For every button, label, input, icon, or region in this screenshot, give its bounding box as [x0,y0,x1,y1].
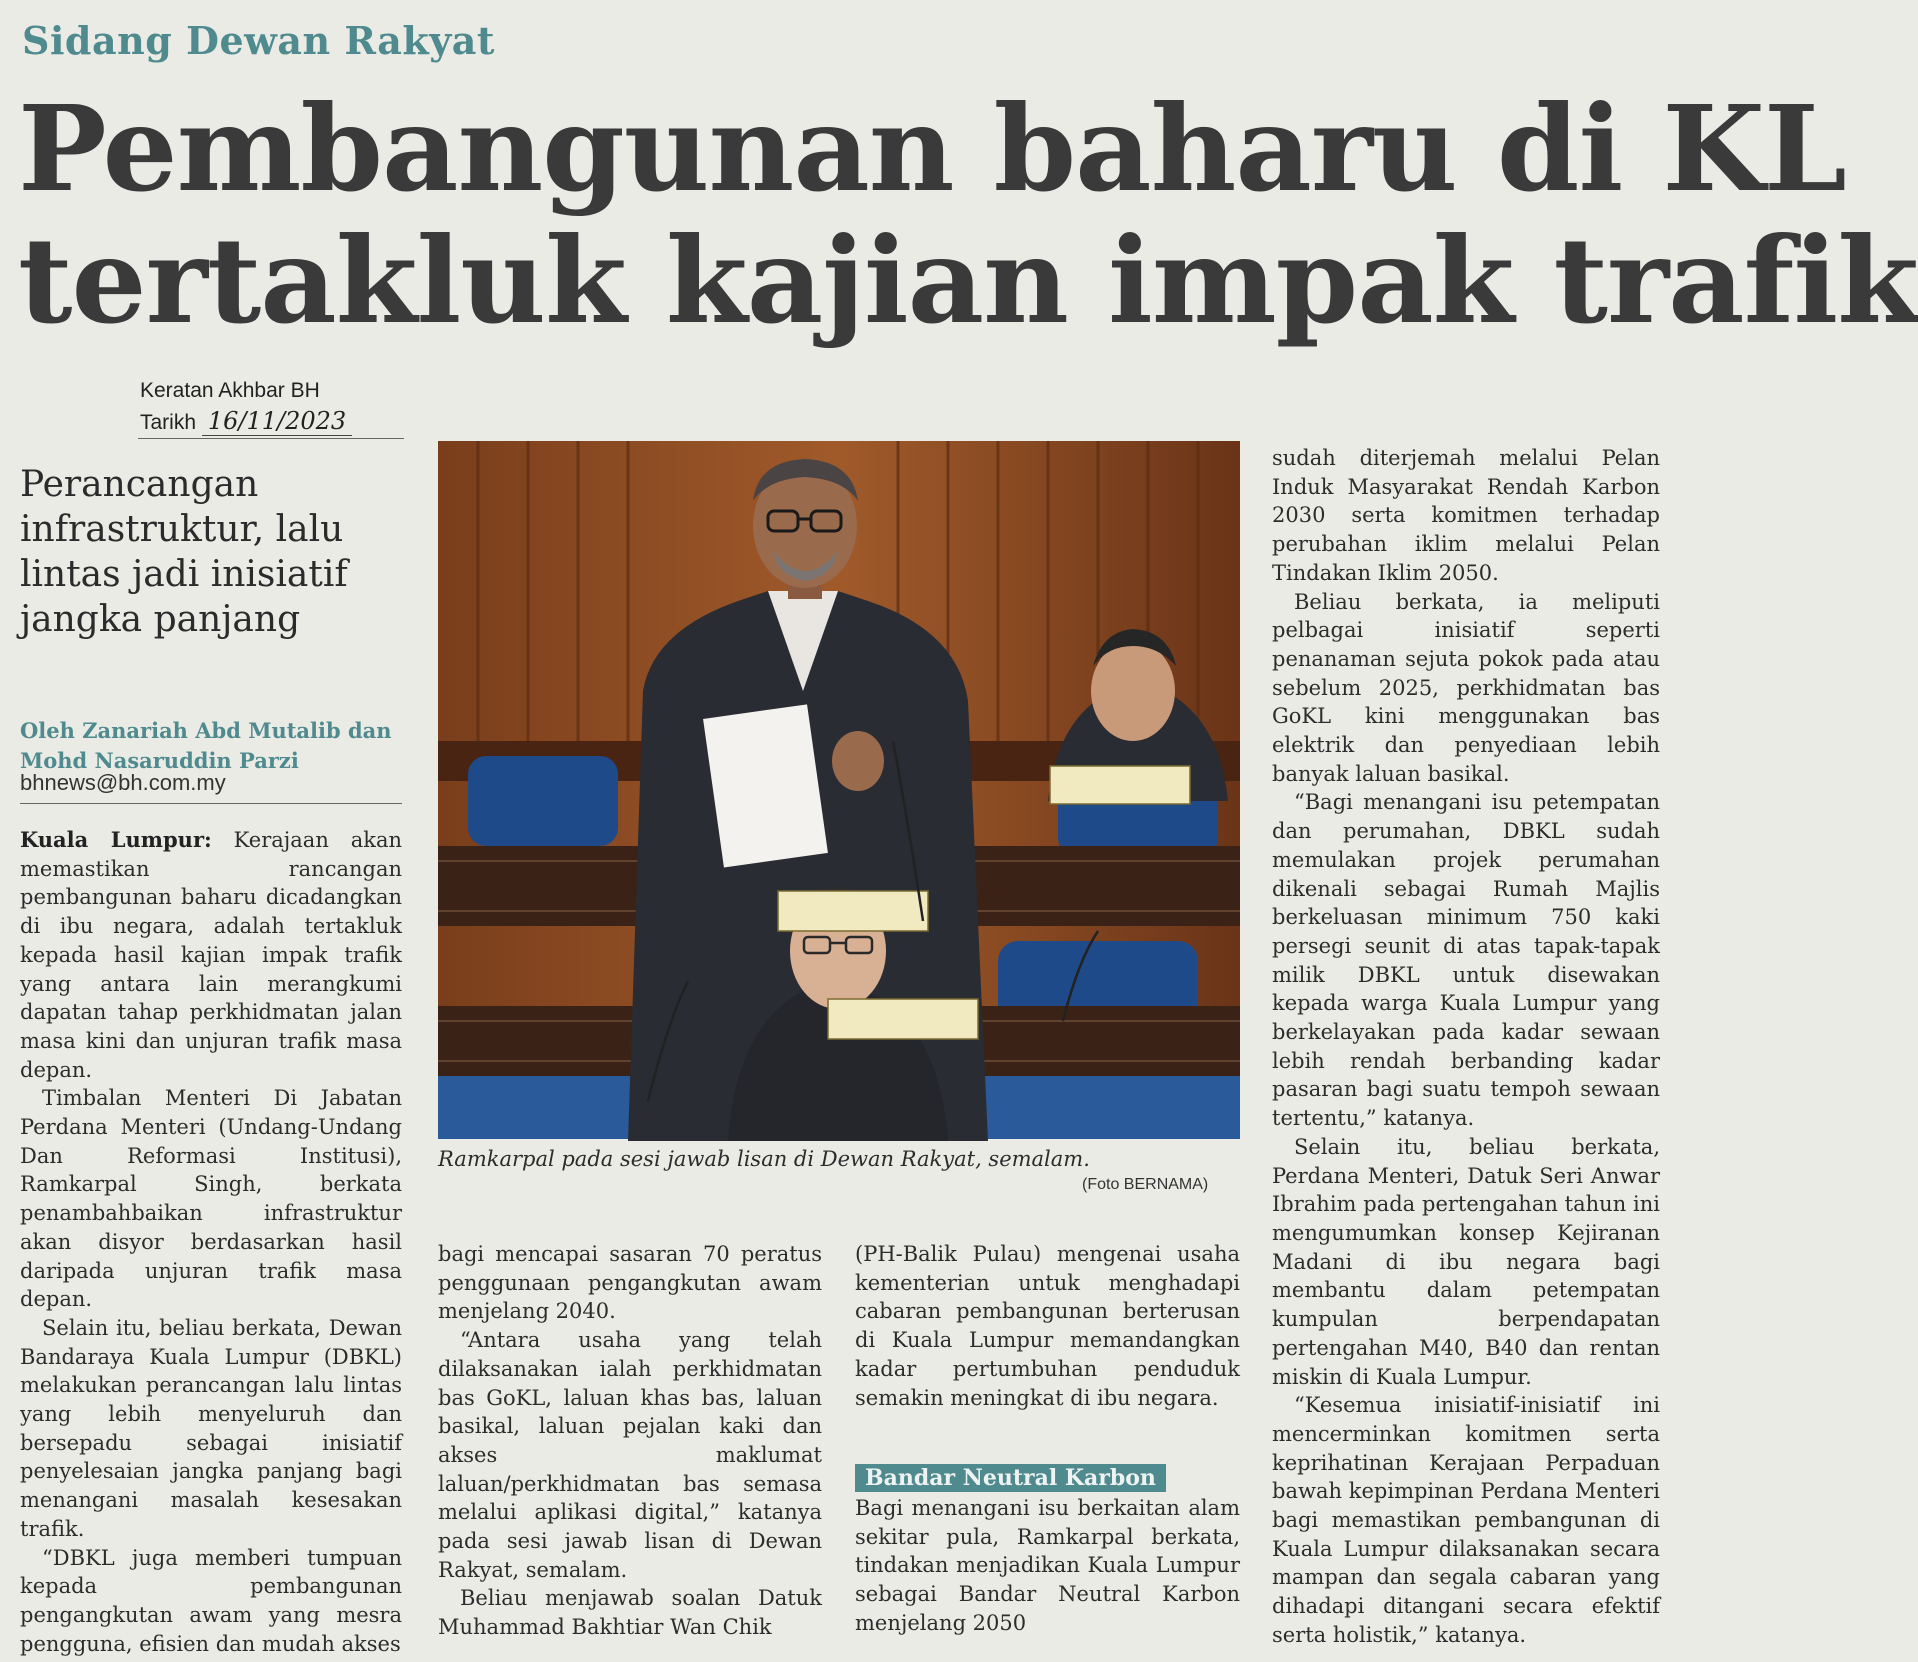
article-paragraph: Selain itu, beliau berkata, Dewan Bandaraya Kuala Lumpur (DBKL) melakukan perancangan lalu lintas yang lebih menyeluruh dan bersepadu sebagai inisiatif penyelesaian jangka panjang bagi menangani masalah kesesakan trafik. [20,1315,402,1541]
article-column-1 [20,826,402,1658]
article-paragraph: “Bagi menangani isu petempatan dan perumahan, DBKL sudah memulakan projek perumahan dikenali sebagai Rumah Majlis berkeluasan minimum 750 kaki persegi seunit di atas tapak-tapak milik DBKL untuk disewakan kepada warga Kuala Lumpur yang berkelayakan pada kadar sewaan lebih rendah berbanding kadar pasaran bagi suatu tempoh sewaan tertentu,” katanya. [1272,790,1660,1131]
photo-caption: Ramkarpal pada sesi jawab lisan di Dewan Rakyat, semalam. [438,1147,1090,1171]
article-paragraph: Beliau berkata, ia meliputi pelbagai inisiatif seperti penanaman sejuta pokok pada atau sebelum 2025, perkhidmatan bas GoKL kini menggunakan bas elektrik dan penyediaan lebih banyak laluan basikal. [1272,589,1660,786]
article-paragraph: sudah diterjemah melalui Pelan Induk Masyarakat Rendah Karbon 2030 serta komitmen terhadap perubahan iklim melalui Pelan Tindakan Iklim 2050. [1272,446,1660,585]
section-label: Sidang Dewan Rakyat [22,18,495,63]
article-paragraph: “Antara usaha yang telah dilaksanakan ialah perkhidmatan bas GoKL, laluan khas bas, laluan basikal, laluan pejalan kaki dan akses maklumat laluan/perkhidmatan bas semasa melalui aplikasi digital,” katanya pada sesi jawab lisan di Dewan Rakyat, semalam. [438,1328,822,1582]
photo-credit: (Foto BERNAMA) [1082,1176,1209,1193]
clipping-date-row [140,406,352,438]
article-paragraph: Timbalan Menteri Di Jabatan Perdana Menteri (Undang-Undang Dan Reformasi Institusi), Ramkarpal Singh, berkata penambahbaikan infrastruktur akan disyor berdasarkan hasil daripada unjuran trafik masa depan. [20,1086,402,1312]
clipping-stamp [140,376,352,438]
byline-rule [20,803,402,804]
article-paragraph: Selain itu, beliau berkata, Perdana Menteri, Datuk Seri Anwar Ibrahim pada pertengahan tahun ini mengumumkan konsep Kejiranan Madani di ibu negara bagi membantu dalam petempatan kumpulan berpendapatan pertengahan M40, B40 dan rentan miskin di Kuala Lumpur. [1272,1134,1660,1389]
article-column-2 [438,1240,822,1642]
article-photo [438,441,1240,1139]
article-paragraph: “Kesemua inisiatif-inisiatif ini mencerminkan komitmen serta keprihatinan Kerajaan Perpaduan bawah kepimpinan Perdana Menteri bagi memastikan pembangunan di Kuala Lumpur dilaksanakan secara mampan dan segala cabaran yang dihadapi ditangani secara efektif serta holistik,” katanya. [1272,1393,1660,1647]
article-paragraph: bagi mencapai sasaran 70 peratus penggunaan pengangkutan awam menjelang 2040. [438,1242,822,1324]
dateline: Kuala Lumpur: [20,827,212,852]
article-column-3-continued [855,1494,1240,1638]
subheadline: Perancangan infrastruktur, lalu lintas jadi inisiatif jangka panjang [20,464,348,640]
headline-line-2: tertakluk kajian impak trafik [18,211,1918,350]
clipping-rule [138,438,404,439]
article-paragraph: “DBKL juga memberi tumpuan kepada pembangunan pengangkutan awam yang mesra pengguna, efisien dan mudah akses [20,1545,402,1656]
clipping-date-label: Tarikh [140,411,197,434]
article-paragraph: Bagi menangani isu berkaitan alam sekitar pula, Ramkarpal berkata, tindakan menjadikan Kuala Lumpur sebagai Bandar Neutral Karbon menjelang 2050 [855,1496,1240,1635]
article-column-4 [1272,444,1660,1650]
headline-line-1: Pembangunan baharu di KL [18,79,1846,218]
article-paragraph: Beliau menjawab soalan Datuk Muhammad Bakhtiar Wan Chik [438,1586,822,1640]
paragraph-text: Kerajaan akan memastikan rancangan pembangunan baharu dicadangkan di ibu negara, adalah tertakluk kepada hasil kajian impak trafik yang antara lain merangkumi dapatan tahap perkhidmatan jalan masa kini dan unjuran trafik masa depan. [20,828,402,1082]
clipping-label: Keratan Akhbar BH [140,379,320,402]
article-paragraph [20,826,402,1084]
byline-email: bhnews@bh.com.my [20,770,226,795]
article-column-3 [855,1240,1240,1412]
byline-authors: Oleh Zanariah Abd Mutalib dan Mohd Nasaruddin Parzi [20,718,392,773]
article-paragraph: (PH-Balik Pulau) mengenai usaha kementerian untuk menghadapi cabaran pembangunan berterusan di Kuala Lumpur memandangkan kadar pertumbuhan penduduk semakin meningkat di ibu negara. [855,1242,1240,1410]
section-subheading: Bandar Neutral Karbon [855,1464,1166,1492]
clipping-date-value: 16/11/2023 [202,407,352,436]
parliament-photo-illustration [438,441,1240,1139]
